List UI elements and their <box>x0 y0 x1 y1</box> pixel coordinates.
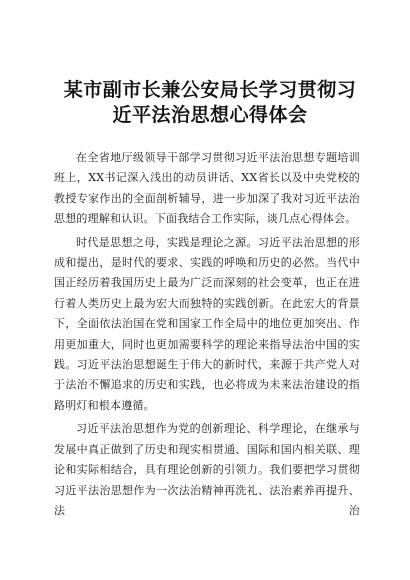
paragraph-3: 习近平法治思想作为党的创新理论、科学理论，在继承与发展中真正做到了历史和现实相贯通、国际和国内相关联、理论和实际相结合，具有理论创新的引领力。我们要把学习贯彻习近平法治思想作为一次法治精神再洗礼、法治素养再提升、法治 <box>54 422 360 517</box>
paragraph-1: 在全省地厅级领导干部学习贯彻习近平法治思想专题培训班上，XX书记深入浅出的动员讲话、XX省长以及中央党校的教授专家作出的全面剖析辅导，进一步加深了我对习近平法治思想的理解和认识。下面我结合工作实际，谈几点心得体会。 <box>54 151 360 226</box>
document-title <box>60 78 360 128</box>
title-line-2: 近平法治思想心得体会 <box>112 104 308 126</box>
document-body <box>54 148 360 521</box>
title-line-1: 某市副市长兼公安局长学习贯彻习 <box>63 79 357 101</box>
paragraph-2: 时代是思想之母，实践是理论之源。习近平法治思想的形成和提出，是时代的要求、实践的呼唤和历史的必然。当代中国正经历着我国历史上最为广泛而深刻的社会变革，也正在进行着人类历史上最为宏大而独特的实践创新。在此宏大的背景下，全面依法治国在党和国家工作全局中的地位更加突出、作用更加重大，同时也更加需要科学的理论来指导法治中国的实践。习近平法治思想诞生于伟大的新时代，来源于共产党人对于法治不懈追求的历史和实践，也必将成为未来法治建设的指路明灯和根本遵循。 <box>54 235 360 412</box>
